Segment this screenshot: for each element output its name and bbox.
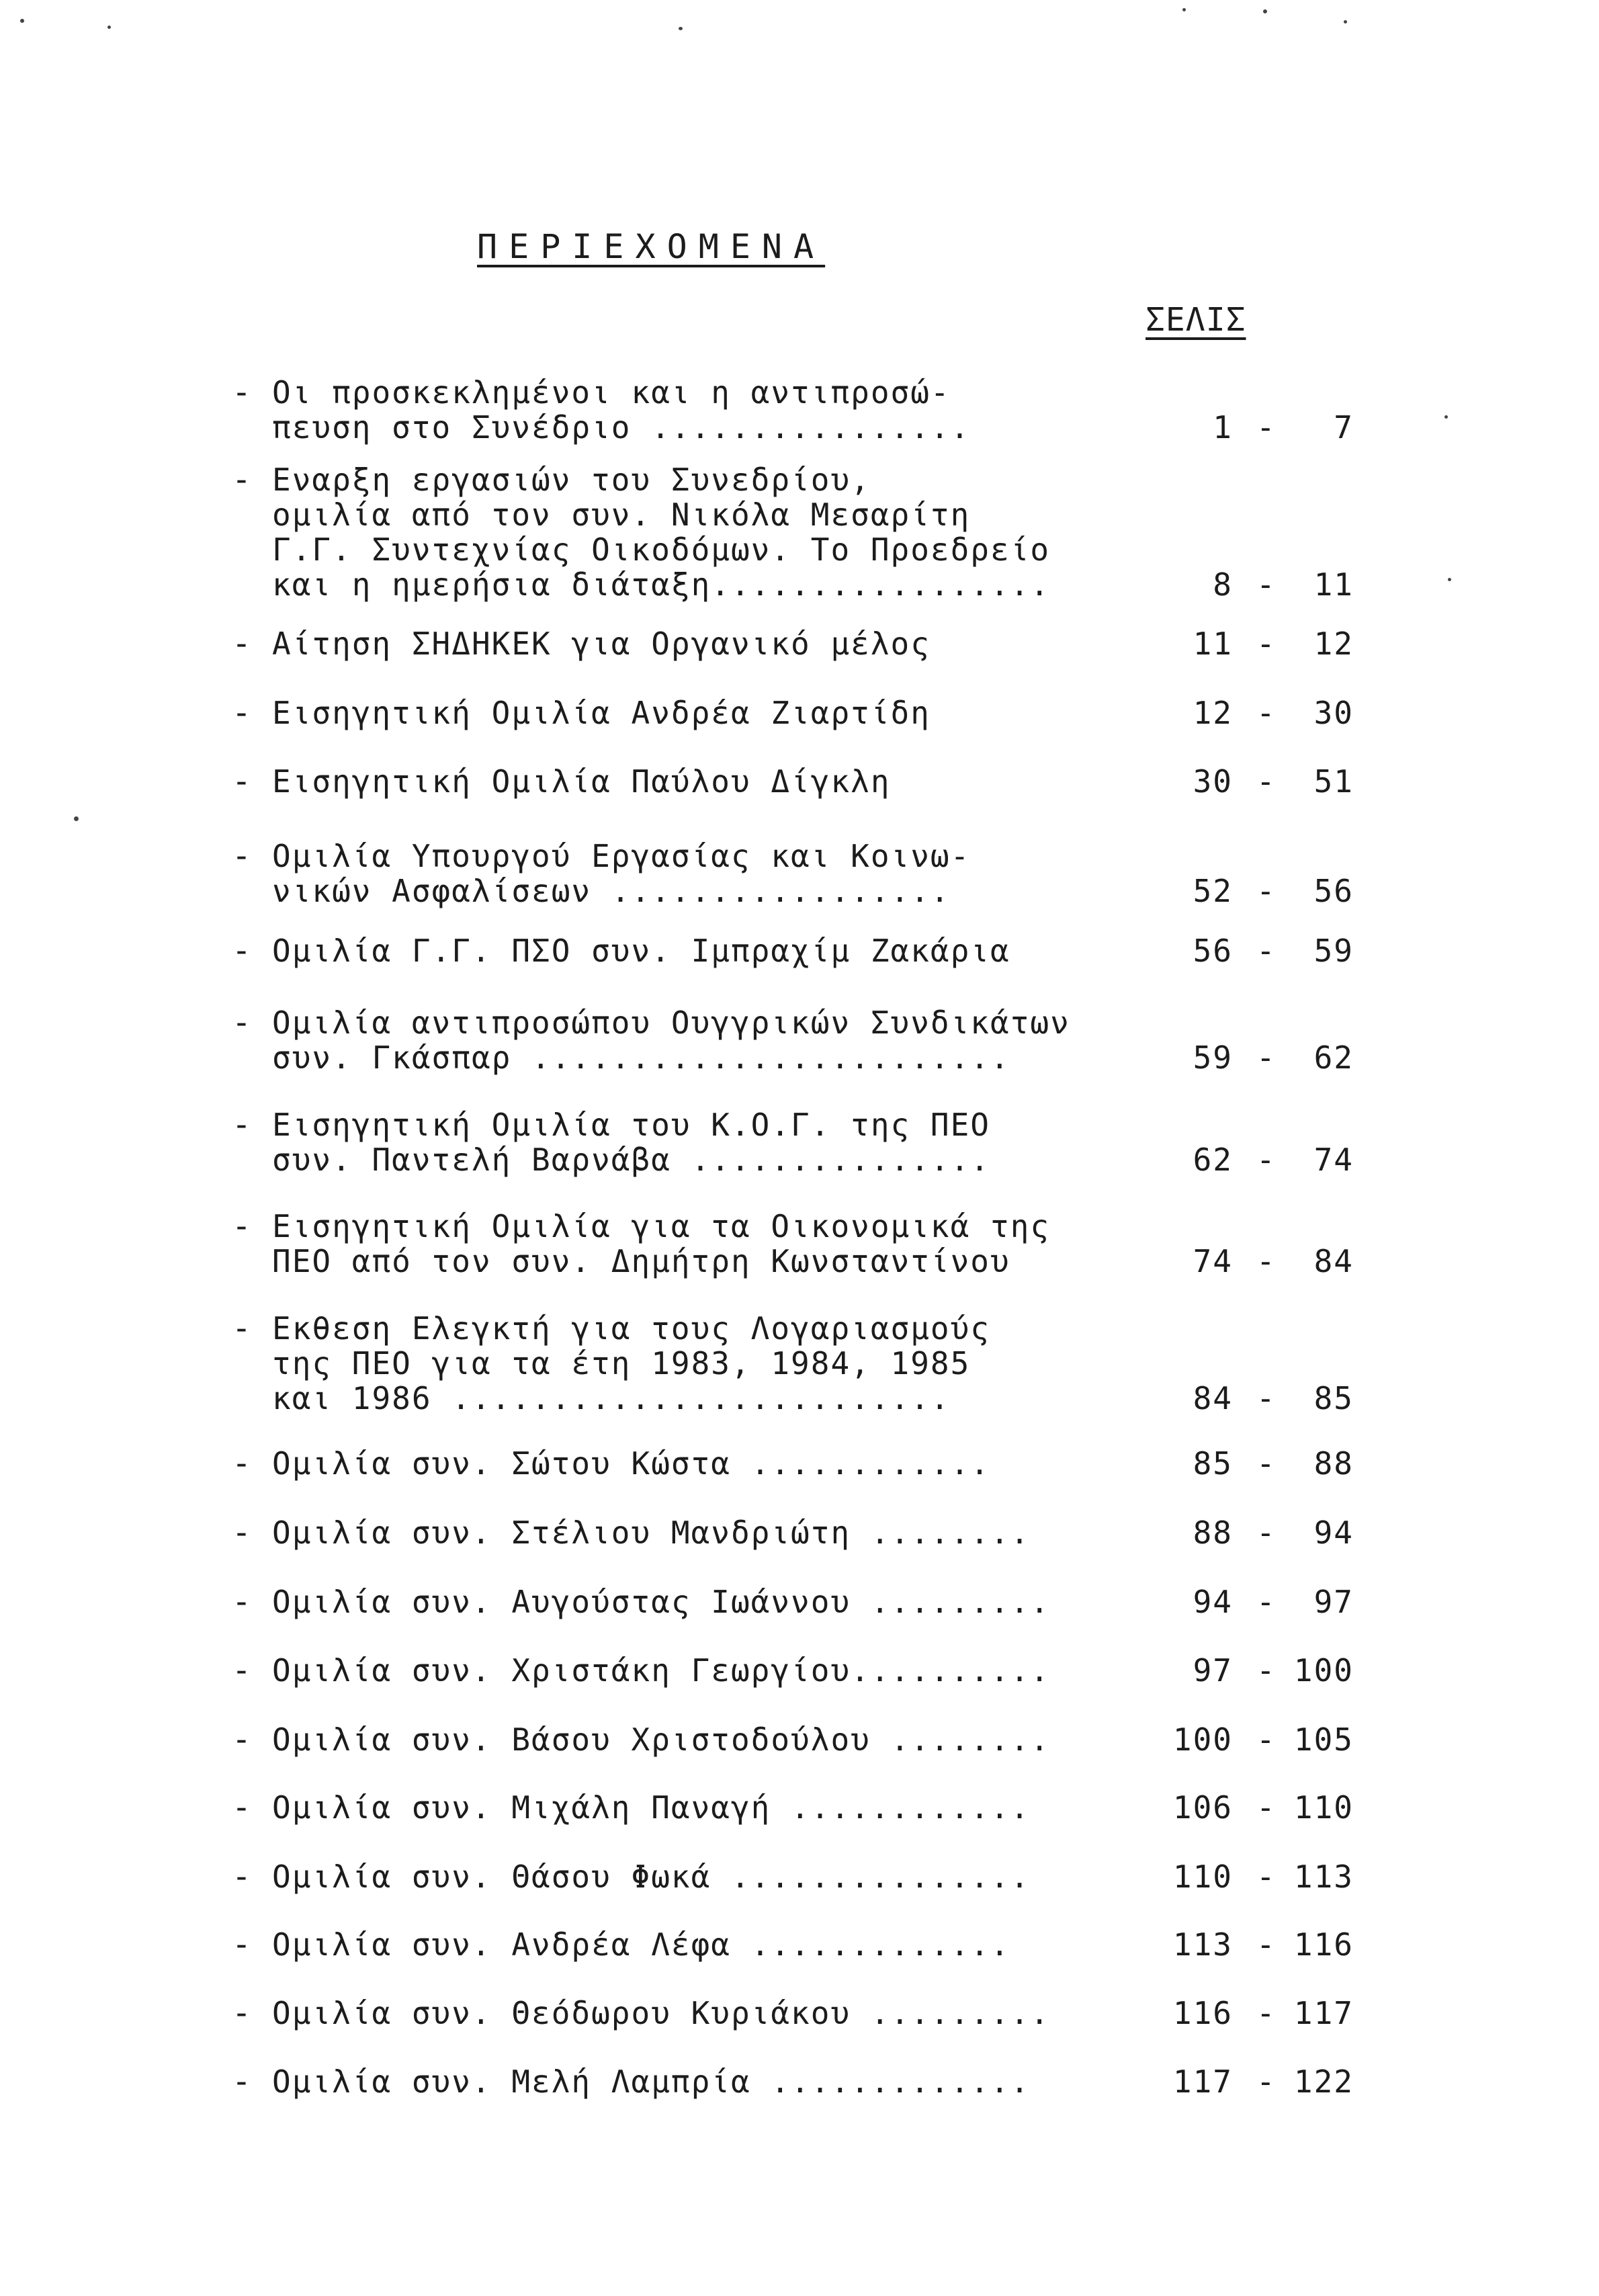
entry-dash: - [232,1994,251,2032]
page-to: 122 [1293,2064,1354,2100]
page-to: 116 [1293,1926,1354,1963]
entry-title-line: Ομιλία συν. Μιχάλη Παναγή ............ [272,1789,1031,1826]
page-from: 52 [1193,873,1233,909]
page-range-dash: - [1256,1995,1277,2031]
entry-dash: - [232,461,251,499]
entry-dash: - [232,2063,251,2100]
page-to: 74 [1313,1142,1354,1178]
page-from: 1 [1213,409,1233,445]
entry-dash: - [232,374,251,411]
entry-title-line: Αίτηση ΣΗΔΗΚΕΚ για Οργανικό μέλος [272,626,931,662]
page-from: 106 [1172,1789,1233,1826]
entry-dash: - [232,763,251,800]
page-range-dash: - [1256,626,1277,662]
entry-dash: - [232,1583,251,1621]
page-range-dash: - [1256,1926,1277,1963]
page-from: 94 [1193,1584,1233,1620]
page-range-dash: - [1256,409,1277,445]
page-range-dash: - [1256,1243,1277,1279]
pages-column-header: ΣΕΛΙΣ [1146,301,1246,339]
scan-speck [679,27,683,30]
entry-dash: - [232,1106,251,1144]
entry-dash: - [232,1789,251,1826]
entry-dash: - [232,1310,251,1347]
entry-title-line: πευση στο Συνέδριο ................ [272,409,971,445]
page-to: 11 [1313,566,1354,603]
page-from: 62 [1193,1142,1233,1178]
entry-title-line: νικών Ασφαλίσεων ................. [272,873,951,909]
page-from: 85 [1193,1445,1233,1482]
entry-title-line: Εναρξη εργασιών του Συνεδρίου, [272,462,871,498]
page-range-dash: - [1256,566,1277,603]
page-to: 51 [1313,763,1354,800]
scan-speck [1263,9,1267,13]
page-title: ΠΕΡΙΕΧΟΜΕΝΑ [477,227,826,266]
entry-dash: - [232,694,251,732]
page-to: 30 [1313,695,1354,731]
page-to: 85 [1313,1380,1354,1416]
page-to: 97 [1313,1584,1354,1620]
page-from: 74 [1193,1243,1233,1279]
entry-title-line: Οι προσκεκλημένοι και η αντιπροσώ- [272,374,951,411]
page-range-dash: - [1256,1859,1277,1895]
page-range-dash: - [1256,873,1277,909]
scan-speck [1344,20,1347,24]
page-to: 94 [1313,1515,1354,1551]
page-range-dash: - [1256,695,1277,731]
entry-title-line: Εισηγητική Ομιλία Παύλου Δίγκλη [272,763,891,800]
page-to: 7 [1334,409,1354,445]
page-from: 59 [1193,1039,1233,1076]
page-from: 84 [1193,1380,1233,1416]
page-to: 110 [1293,1789,1354,1826]
page-to: 88 [1313,1445,1354,1482]
page-range-dash: - [1256,1445,1277,1482]
page-from: 56 [1193,933,1233,969]
scan-speck [1448,578,1451,581]
page-from: 30 [1193,763,1233,800]
page-from: 97 [1193,1652,1233,1689]
entry-dash: - [232,1858,251,1896]
page-range-dash: - [1256,1789,1277,1826]
page-from: 110 [1172,1859,1233,1895]
entry-title-line: Ομιλία Γ.Γ. ΠΣΟ συν. Ιμπραχίμ Ζακάρια [272,933,1010,969]
page-range-dash: - [1256,1515,1277,1551]
entry-title-line: Ομιλία Υπουργού Εργασίας και Κοινω- [272,838,971,874]
entry-title-line: Ομιλία συν. Χριστάκη Γεωργίου.......... [272,1652,1051,1689]
entry-title-line: Ομιλία συν. Θάσου Φωκά ............... [272,1859,1031,1895]
page-from: 8 [1213,566,1233,603]
entry-dash: - [232,837,251,875]
page-range-dash: - [1256,1142,1277,1178]
entry-title-line: Ομιλία συν. Στέλιου Μανδριώτη ........ [272,1515,1031,1551]
entry-dash: - [232,1926,251,1963]
page-from: 117 [1172,2064,1233,2100]
entry-title-line: Εισηγητική Ομιλία για τα Οικονομικά της [272,1208,1051,1244]
entry-title-line: Ομιλία συν. Μελή Λαμπρία ............. [272,2064,1031,2100]
entry-title-line: Ομιλία συν. Βάσου Χριστοδούλου ........ [272,1721,1051,1758]
entry-dash: - [232,1721,251,1758]
page-range-dash: - [1256,2064,1277,2100]
scan-speck [1444,415,1448,419]
entry-dash: - [232,1207,251,1245]
scan-speck [107,26,111,29]
page-range-dash: - [1256,1584,1277,1620]
page-to: 59 [1313,933,1354,969]
entry-title-line: Εκθεση Ελεγκτή για τους Λογαριασμούς [272,1310,990,1347]
entry-title-line: συν. Παντελή Βαρνάβα ............... [272,1142,990,1178]
page-from: 11 [1193,626,1233,662]
entry-title-line: Γ.Γ. Συντεχνίας Οικοδόμων. Το Προεδρείο [272,532,1051,568]
scan-speck [74,816,79,821]
page-to: 12 [1313,626,1354,662]
entry-dash: - [232,1004,251,1041]
page-from: 113 [1172,1926,1233,1963]
entry-title-line: της ΠΕΟ για τα έτη 1983, 1984, 1985 [272,1345,971,1381]
entry-title-line: και η ημερήσια διάταξη................. [272,566,1051,603]
page-range-dash: - [1256,763,1277,800]
page-to: 113 [1293,1859,1354,1895]
page-to: 105 [1293,1721,1354,1758]
entry-dash: - [232,1652,251,1689]
scan-speck [20,19,24,23]
entry-title-line: Ομιλία συν. Ανδρέα Λέφα ............. [272,1926,1010,1963]
scan-speck [1182,8,1186,11]
page-from: 100 [1172,1721,1233,1758]
page-from: 12 [1193,695,1233,731]
entry-dash: - [232,932,251,970]
entry-title-line: Ομιλία συν. Αυγούστας Ιωάννου ......... [272,1584,1051,1620]
entry-title-line: Εισηγητική Ομιλία Ανδρέα Ζιαρτίδη [272,695,931,731]
entry-title-line: ομιλία από τον συν. Νικόλα Μεσαρίτη [272,497,971,533]
entry-title-line: συν. Γκάσπαρ ........................ [272,1039,1010,1076]
page-from: 116 [1172,1995,1233,2031]
page-from: 88 [1193,1515,1233,1551]
entry-dash: - [232,1445,251,1482]
entry-title-line: Εισηγητική Ομιλία του Κ.Ο.Γ. της ΠΕΟ [272,1107,990,1143]
entry-dash: - [232,625,251,663]
page-range-dash: - [1256,1652,1277,1689]
page-range-dash: - [1256,1721,1277,1758]
page-range-dash: - [1256,933,1277,969]
page-to: 62 [1313,1039,1354,1076]
page-range-dash: - [1256,1039,1277,1076]
page-to: 117 [1293,1995,1354,2031]
entry-title-line: Ομιλία συν. Σώτου Κώστα ............ [272,1445,990,1482]
page-to: 100 [1293,1652,1354,1689]
entry-dash: - [232,1514,251,1551]
entry-title-line: Ομιλία αντιπροσώπου Ουγγρικών Συνδικάτων [272,1005,1070,1041]
page-range-dash: - [1256,1380,1277,1416]
entry-title-line: και 1986 ......................... [272,1380,951,1416]
page-to: 56 [1313,873,1354,909]
entry-title-line: ΠΕΟ από τον συν. Δημήτρη Κωνσταντίνου [272,1243,1010,1279]
page-to: 84 [1313,1243,1354,1279]
entry-title-line: Ομιλία συν. Θεόδωρου Κυριάκου ......... [272,1995,1051,2031]
